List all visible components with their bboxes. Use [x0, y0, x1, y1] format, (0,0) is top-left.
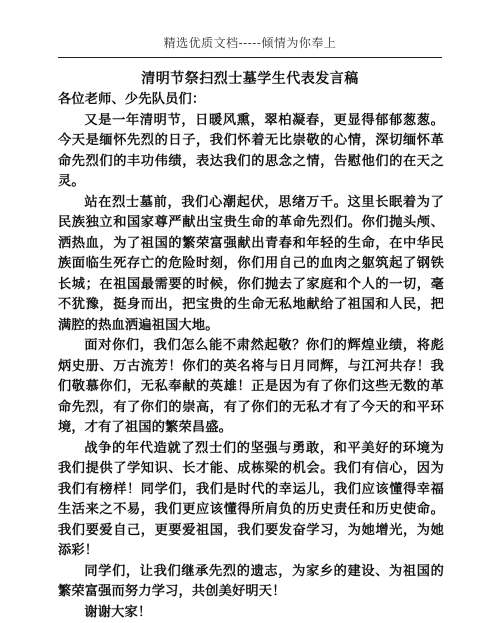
closing-thanks: 谢谢大家！ [58, 603, 444, 623]
paragraph: 又是一年清明节，日暖风熏，翠柏凝春，更显得郁郁葱葱。今天是缅怀先烈的日子，我们怀着无比崇敬的心情，深切缅怀革命先烈们的丰功伟绩，表达我们的思念之情，告慰他们的在天之灵。 [58, 111, 444, 193]
header-rule [58, 57, 442, 58]
speech-body [58, 90, 444, 623]
paragraph: 面对你们，我们怎么能不肃然起敬？你们的辉煌业绩，将彪炳史册、万古流芳！你们的英名将与日月同辉，与江河共存！我们敬慕你们，无私奉献的英雄！正是因为有了你们这些无数的革命先烈，有了你们的崇高，有了你们的无私才有了今天的和平环境，才有了祖国的繁荣昌盛。 [58, 336, 444, 439]
speech-title: 清明节祭扫烈士墓学生代表发言稿 [0, 68, 500, 88]
paragraph: 战争的年代造就了烈士们的坚强与勇敢，和平美好的环境为我们提供了学知识、长才能、成栋梁的机会。我们有信心，因为我们有榜样！同学们，我们是时代的幸运儿，我们应该懂得幸福生活来之不易，我们更应该懂得所肩负的历史责任和历史使命。我们要爱自己，更要爱祖国，我们要发奋学习，为她增光，为她添彩！ [58, 439, 444, 562]
paragraph: 同学们，让我们继承先烈的遗志，为家乡的建设、为祖国的繁荣富强而努力学习，共创美好明天！ [58, 562, 444, 603]
page-header: 精选优质文档-----倾情为你奉上 [0, 34, 500, 51]
salutation: 各位老师、少先队员们： [58, 90, 444, 111]
paragraph: 站在烈士墓前，我们心潮起伏，思绪万千。这里长眠着为了民族独立和国家尊严献出宝贵生命的革命先烈们。你们抛头颅、洒热血，为了祖国的繁荣富强献出青春和年轻的生命，在中华民族面临生死存亡的危险时刻，你们用自己的血肉之躯筑起了钢铁长城；在祖国最需要的时候，你们抛去了家庭和个人的一切，毫不犹豫，挺身而出，把宝贵的生命无私地献给了祖国和人民，把满腔的热血洒遍祖国大地。 [58, 193, 444, 337]
